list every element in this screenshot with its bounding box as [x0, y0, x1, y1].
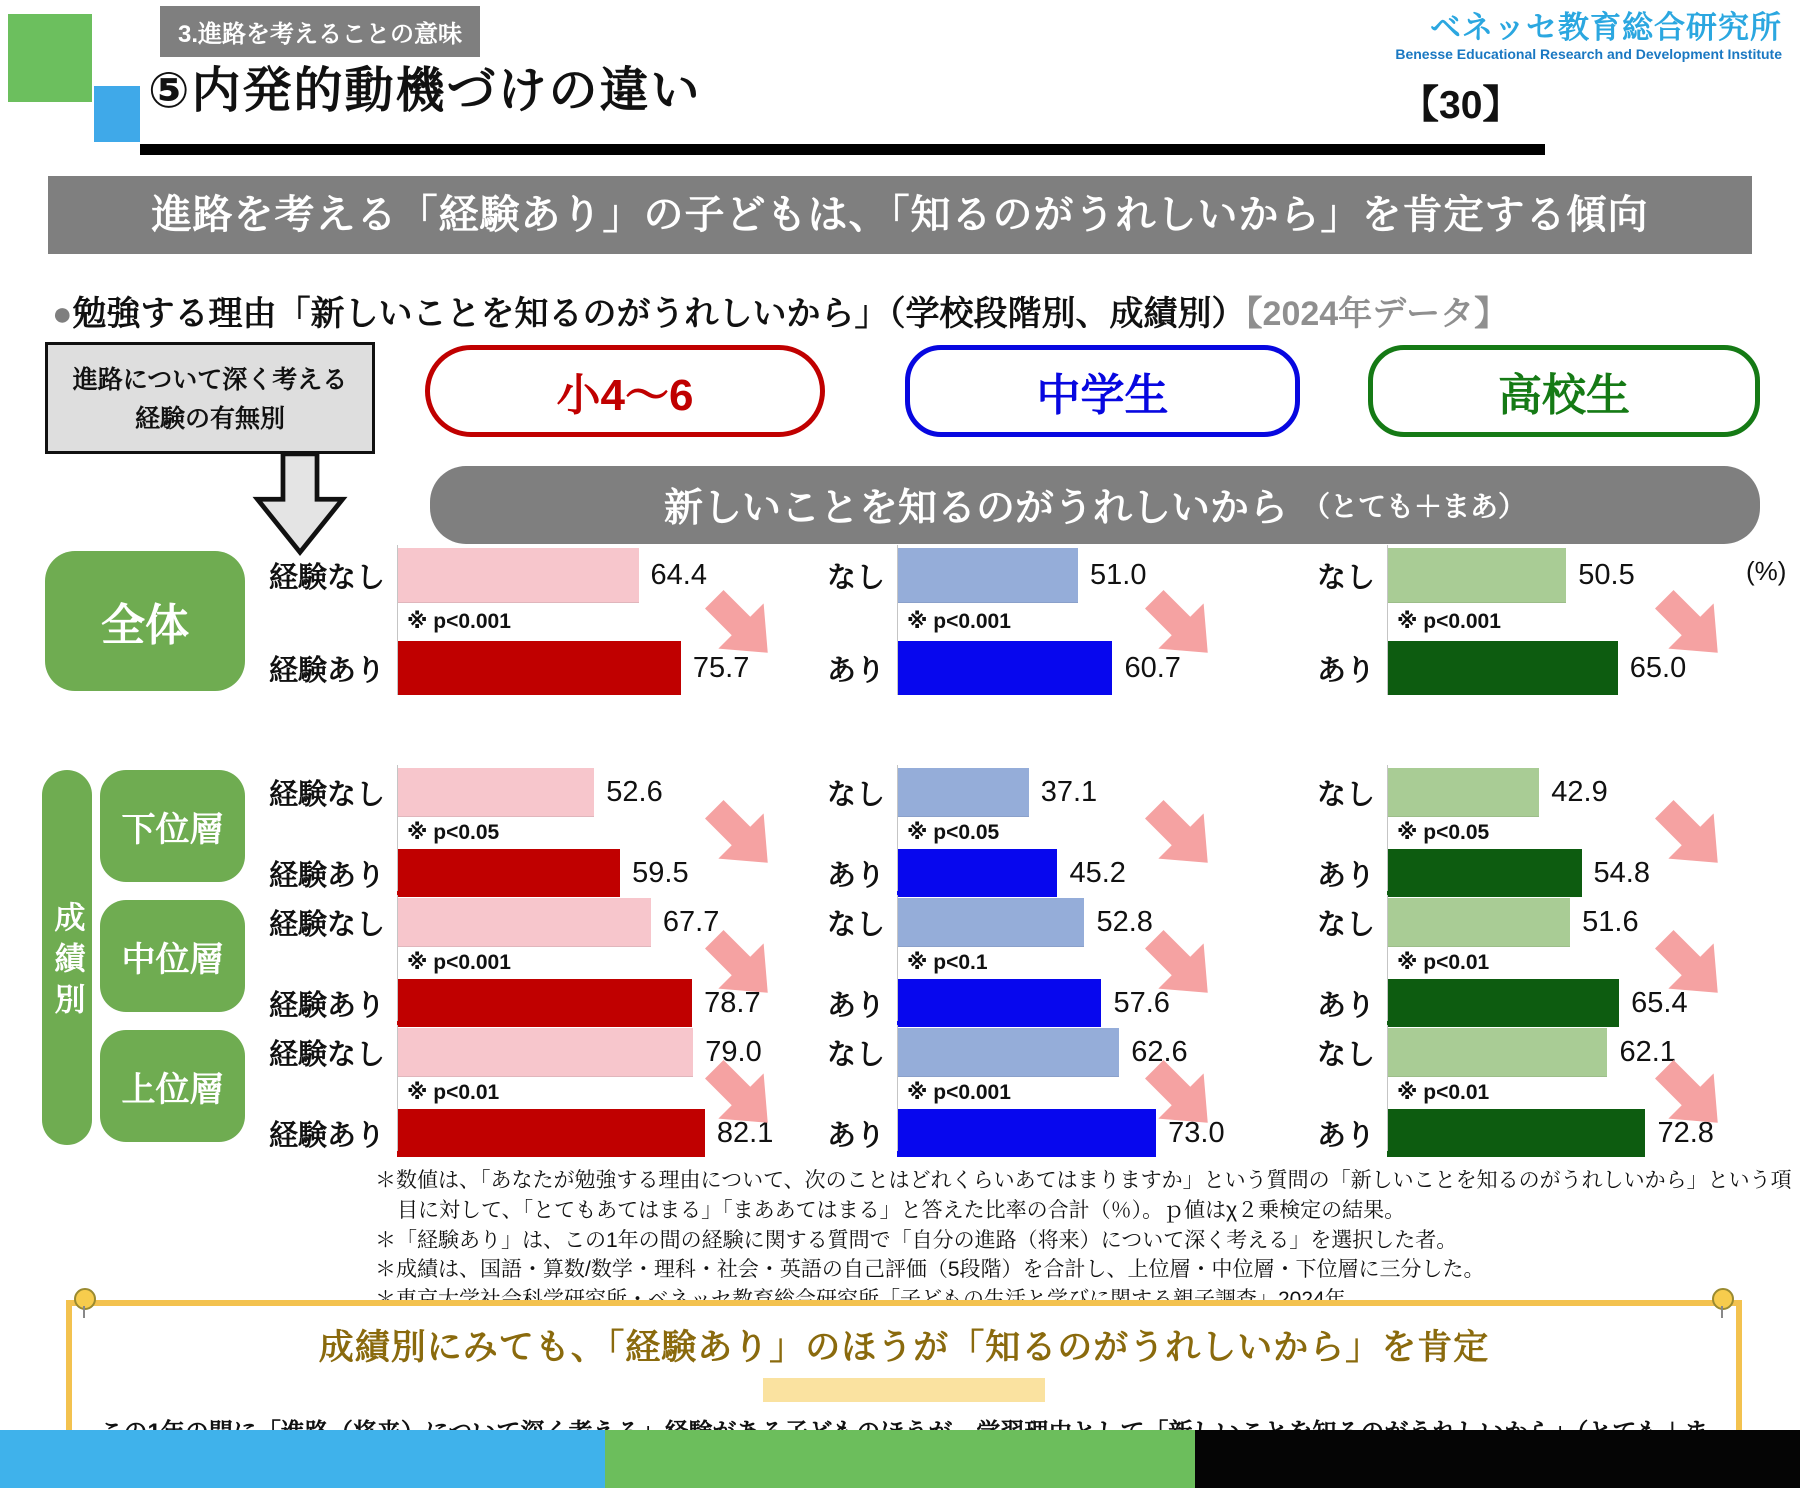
bar-value: 62.6 [1131, 1035, 1188, 1068]
chart-cell-mid-junior [775, 898, 1245, 1024]
headline-banner: 進路を考える「経験あり」の子どもは、「知るのがうれしいから」を肯定する傾向 [48, 176, 1752, 254]
bar-yes [397, 1109, 705, 1157]
bar-yes [897, 849, 1057, 897]
bar-yes [1387, 849, 1582, 897]
highlight-marker [763, 1378, 1045, 1402]
pill-elementary: 小4～6 [425, 345, 825, 437]
experience-legend-line2: 経験の有無別 [134, 404, 285, 433]
bar-value: 72.8 [1657, 1116, 1714, 1149]
chart-section-high-tier [255, 1028, 1800, 1154]
bar-value: 42.9 [1551, 775, 1608, 808]
bar-label-no: 経験なし [268, 908, 385, 941]
bar-value: 52.8 [1096, 905, 1153, 938]
bar-label-yes: 経験あり [268, 859, 385, 892]
subtitle-text: 勉強する理由「新しいことを知るのがうれしいから」（学校段階別、成績別） [72, 295, 1246, 333]
bar-no [897, 548, 1078, 603]
bar-value: 52.6 [606, 775, 663, 808]
bar-no [1387, 548, 1566, 603]
p-value-note: ※ p<0.01 [1397, 1081, 1490, 1104]
chart-cell-high-elementary [255, 1028, 775, 1154]
group-box-high-tier: 上位層 [100, 1030, 245, 1142]
footnote-line: ＊数値は、「あなたが勉強する理由について、次のことはどれくらいあてはまりますか」という質問の「新しいことを知るのがうれしいから」という項目に対して、「とてもあてはまる」「まああてはまる」と答えた比率の合計（％）。ｐ値はχ２乗検定の結果。 [375, 1169, 1792, 1222]
footnote-line: ＊「経験あり」は、この1年の間の経験に関する質問で「自分の進路（将来）について深く考える」を選択した者。 [375, 1228, 1458, 1252]
bar-value: 60.7 [1124, 651, 1181, 684]
bar-value: 54.8 [1593, 856, 1650, 889]
footer-stripe-black [1195, 1430, 1800, 1488]
chart-section-low-tier [255, 768, 1800, 894]
bar-no [1387, 768, 1539, 817]
bar-value: 79.0 [705, 1035, 762, 1068]
footer-stripe-green [605, 1430, 1195, 1488]
bar-value: 37.1 [1040, 775, 1098, 808]
bar-no [1387, 898, 1570, 947]
question-banner-suffix: （とても＋まあ） [1302, 491, 1527, 522]
logo-japanese: ベネッセ教育総合研究所 [1430, 10, 1782, 45]
p-value-note: ※ p<0.05 [1397, 821, 1490, 844]
logo-english: Benesse Educational Research and Development Institute [1395, 45, 1782, 62]
chart-cell-mid-elementary [255, 898, 775, 1024]
grade-axis-label: 成績別 [42, 770, 92, 1145]
bar-yes [897, 1109, 1156, 1157]
p-value-note: ※ p<0.001 [907, 1081, 1011, 1104]
summary-headline: 成績別にみても、「経験あり」のほうが「知るのがうれしいから」を肯定 [318, 1328, 1490, 1367]
bar-yes [1387, 641, 1618, 695]
bar-yes [397, 849, 620, 897]
bar-no [397, 898, 651, 947]
p-value-note: ※ p<0.001 [407, 610, 511, 633]
bar-value: 59.5 [632, 856, 689, 889]
bar-label-no: なし [826, 561, 885, 594]
bar-no [397, 768, 594, 817]
bar-yes [397, 979, 692, 1027]
down-arrow-icon [250, 452, 350, 556]
p-value-note: ※ p<0.001 [907, 610, 1011, 633]
bar-row [1245, 768, 1800, 816]
chart-section-mid-tier [255, 898, 1800, 1024]
chart-subtitle [52, 286, 1508, 335]
chart-cell-low-junior [775, 768, 1245, 894]
bar-row [255, 641, 775, 695]
bar-yes [897, 641, 1112, 695]
p-value-note: ※ p<0.01 [407, 1081, 500, 1104]
pill-junior-high: 中学生 [905, 345, 1300, 437]
bar-no [397, 548, 639, 603]
bar-label-yes: あり [826, 859, 885, 892]
bar-value: 73.0 [1168, 1116, 1225, 1149]
bar-label-no: なし [1316, 908, 1375, 941]
experience-legend-box [45, 342, 375, 454]
bar-value: 82.1 [716, 1116, 774, 1149]
bar-yes [897, 979, 1101, 1027]
bar-no [397, 1028, 693, 1077]
footer-stripe-blue [0, 1430, 605, 1488]
bar-label-yes: 経験あり [268, 989, 385, 1022]
group-box-overall: 全体 [45, 551, 245, 691]
bar-label-no: なし [1316, 561, 1375, 594]
bar-value: 57.6 [1113, 986, 1170, 1019]
p-value-note: ※ p<0.01 [1397, 951, 1490, 974]
page-title: ⑤内発的動機づけの違い [148, 64, 702, 118]
group-box-mid-tier: 中位層 [100, 900, 245, 1012]
p-value-note: ※ p<0.05 [407, 821, 500, 844]
chart-cell-overall-elementary [255, 548, 775, 698]
chart-cell-low-high [1245, 768, 1800, 894]
bar-label-yes: あり [1316, 1119, 1375, 1152]
pushpin-icon [1712, 1288, 1734, 1310]
decor-blue-square [94, 86, 140, 142]
section-tag: 3.進路を考えることの意味 [160, 6, 480, 57]
unit-label: (%) [1746, 556, 1787, 586]
decor-green-square [8, 14, 92, 102]
bar-label-no: なし [826, 908, 885, 941]
bar-label-no: なし [826, 778, 885, 811]
chart-cell-mid-high [1245, 898, 1800, 1024]
bar-value: 51.6 [1582, 905, 1639, 938]
bar-row [255, 898, 775, 946]
chart-cell-overall-high [1245, 548, 1800, 698]
bar-row [255, 548, 775, 602]
bar-no [897, 1028, 1119, 1077]
p-value-note: ※ p<0.1 [907, 951, 988, 974]
bullet-icon: ● [52, 295, 73, 333]
question-banner [430, 466, 1760, 544]
bar-yes [1387, 1109, 1645, 1157]
pushpin-icon [74, 1288, 96, 1310]
pill-high-school: 高校生 [1368, 345, 1760, 437]
bar-label-yes: あり [1316, 989, 1375, 1022]
bar-label-yes: あり [826, 1119, 885, 1152]
group-box-low-tier: 下位層 [100, 770, 245, 882]
bar-label-yes: あり [826, 989, 885, 1022]
bar-label-no: 経験なし [268, 1038, 385, 1071]
bar-no [1387, 1028, 1607, 1077]
p-value-note: ※ p<0.001 [1397, 610, 1501, 633]
footnote-line: ＊成績は、国語・算数/数学・理科・社会・英語の自己評価（5段階）を合計し、上位層・中位層・下位層に三分した。 [375, 1258, 1485, 1282]
bar-row [1245, 1028, 1800, 1076]
bar-row [255, 768, 775, 816]
bar-row [255, 1109, 775, 1157]
p-value-note: ※ p<0.001 [407, 951, 511, 974]
bar-value: 78.7 [704, 986, 761, 1019]
bar-value: 65.4 [1631, 986, 1688, 1019]
bar-row [1245, 898, 1800, 946]
bar-label-no: なし [1316, 778, 1375, 811]
bar-row [1245, 548, 1800, 602]
p-value-note: ※ p<0.05 [907, 821, 1000, 844]
chart-cell-high-high [1245, 1028, 1800, 1154]
bar-yes [1387, 979, 1619, 1027]
benesse-logo [1395, 10, 1782, 62]
bar-value: 51.0 [1090, 558, 1147, 591]
bar-label-no: なし [1316, 1038, 1375, 1071]
bar-label-no: 経験なし [268, 561, 385, 594]
bar-no [897, 768, 1029, 817]
experience-legend-line1: 進路について深く考える [72, 366, 348, 394]
bar-label-no: 経験なし [268, 778, 385, 811]
bar-value: 45.2 [1069, 856, 1126, 889]
bar-no [897, 898, 1084, 947]
footer-stripes [0, 1430, 1800, 1488]
footnotes [375, 1166, 1795, 1315]
title-underline [140, 144, 1545, 155]
bar-label-yes: あり [1316, 859, 1375, 892]
bar-label-no: なし [826, 1038, 885, 1071]
bar-label-yes: あり [826, 654, 885, 687]
chart-cell-low-elementary [255, 768, 775, 894]
bar-value: 64.4 [650, 558, 707, 591]
bar-row [255, 1028, 775, 1076]
bar-row [255, 849, 775, 897]
bar-value: 62.1 [1619, 1035, 1676, 1068]
bar-yes [397, 641, 681, 695]
bar-value: 67.7 [662, 905, 720, 938]
bar-value: 50.5 [1578, 558, 1635, 591]
bar-value: 65.0 [1629, 651, 1687, 684]
chart-section-overall [255, 548, 1800, 698]
page-number: 【30】 [1400, 84, 1522, 127]
question-banner-text: 新しいことを知るのがうれしいから [663, 487, 1288, 530]
bar-label-yes: 経験あり [268, 654, 385, 687]
bar-label-yes: あり [1316, 654, 1375, 687]
subtitle-year-tag: 【2024年データ】 [1245, 295, 1509, 333]
bar-row [255, 979, 775, 1027]
bar-label-yes: 経験あり [268, 1119, 385, 1152]
chart-cell-overall-junior [775, 548, 1245, 698]
bar-value: 75.7 [692, 651, 750, 684]
chart-cell-high-junior [775, 1028, 1245, 1154]
